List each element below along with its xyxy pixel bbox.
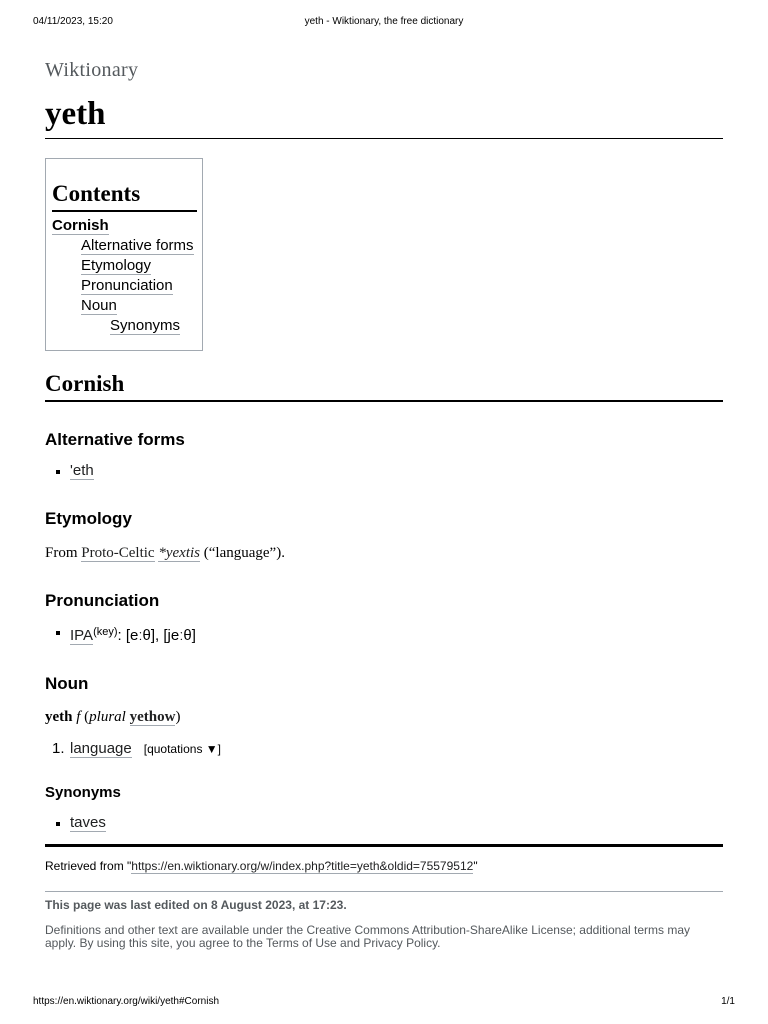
toc-title: Contents <box>52 179 197 212</box>
toc-item-noun[interactable]: Noun <box>81 297 117 314</box>
page-title: yeth <box>45 92 723 139</box>
pronunciation-heading: Pronunciation <box>45 591 160 610</box>
synonyms-list <box>45 813 723 833</box>
definitions-list <box>45 739 723 759</box>
page-number: 1/1 <box>721 996 735 1007</box>
proto-celtic-link[interactable]: Proto-Celtic <box>81 545 155 561</box>
toc-item-alternative-forms[interactable]: Alternative forms <box>81 237 194 254</box>
noun-heading: Noun <box>45 674 89 693</box>
synonym-link[interactable]: taves <box>70 814 106 831</box>
article-content <box>45 56 723 950</box>
definition-link[interactable]: language <box>70 740 132 757</box>
toc-item-cornish[interactable]: Cornish <box>52 217 109 234</box>
synonyms-heading: Synonyms <box>45 784 121 801</box>
headword: yeth <box>45 709 73 725</box>
etymology-text <box>45 543 723 563</box>
list-item <box>45 461 723 481</box>
ipa-values: : [eːθ], [jeːθ] <box>117 627 196 644</box>
toc-item-synonyms[interactable]: Synonyms <box>110 317 181 334</box>
gender: f <box>76 709 81 725</box>
table-of-contents <box>45 158 203 351</box>
toc-item-pronunciation[interactable]: Pronunciation <box>81 277 173 294</box>
print-datetime: 04/11/2023, 15:20 <box>33 16 113 27</box>
list-item <box>45 813 723 833</box>
site-name: Wiktionary <box>45 59 139 81</box>
plural-form-link[interactable]: yethow <box>129 709 176 725</box>
language-heading: Cornish <box>45 369 723 402</box>
alternative-forms-list <box>45 461 723 481</box>
plural-label: plural <box>89 709 126 725</box>
definition-item <box>45 739 723 759</box>
ipa-key-link[interactable]: (key) <box>93 626 118 638</box>
divider <box>45 844 723 847</box>
source-word-link[interactable]: *yextis <box>158 545 200 561</box>
divider <box>45 891 723 892</box>
license-text: Definitions and other text are available under the Creative Commons Attribution-ShareAlike License; additional terms may apply. By using this site, you agree to the Terms of Use and Privacy Policy. <box>45 923 690 950</box>
last-edited: This page was last edited on 8 August 2023, at 17:23. <box>45 898 347 912</box>
ipa-link[interactable]: IPA <box>70 627 94 644</box>
alt-form-link[interactable]: 'eth <box>70 462 94 479</box>
retrieved-from: Retrieved from "https://en.wiktionary.org/w/index.php?title=yeth&oldid=75579512" <box>45 859 478 873</box>
headword-line: yeth f (plural yethow) <box>45 709 181 725</box>
quotations-toggle[interactable]: [quotations ▼] <box>143 742 221 756</box>
etymology-gloss: (“language”). <box>200 545 285 561</box>
alternative-forms-heading: Alternative forms <box>45 430 185 449</box>
etymology-heading: Etymology <box>45 509 132 528</box>
toc-item-etymology[interactable]: Etymology <box>81 257 152 274</box>
list-item <box>45 622 723 646</box>
etymology-prefix: From <box>45 545 82 561</box>
pronunciation-list <box>45 622 723 646</box>
print-url: https://en.wiktionary.org/wiki/yeth#Cornish <box>33 996 220 1007</box>
definition-number: 1. <box>52 740 65 757</box>
permanent-link[interactable]: https://en.wiktionary.org/w/index.php?title=yeth&oldid=75579512 <box>131 859 474 873</box>
print-page-title: yeth - Wiktionary, the free dictionary <box>304 16 464 27</box>
